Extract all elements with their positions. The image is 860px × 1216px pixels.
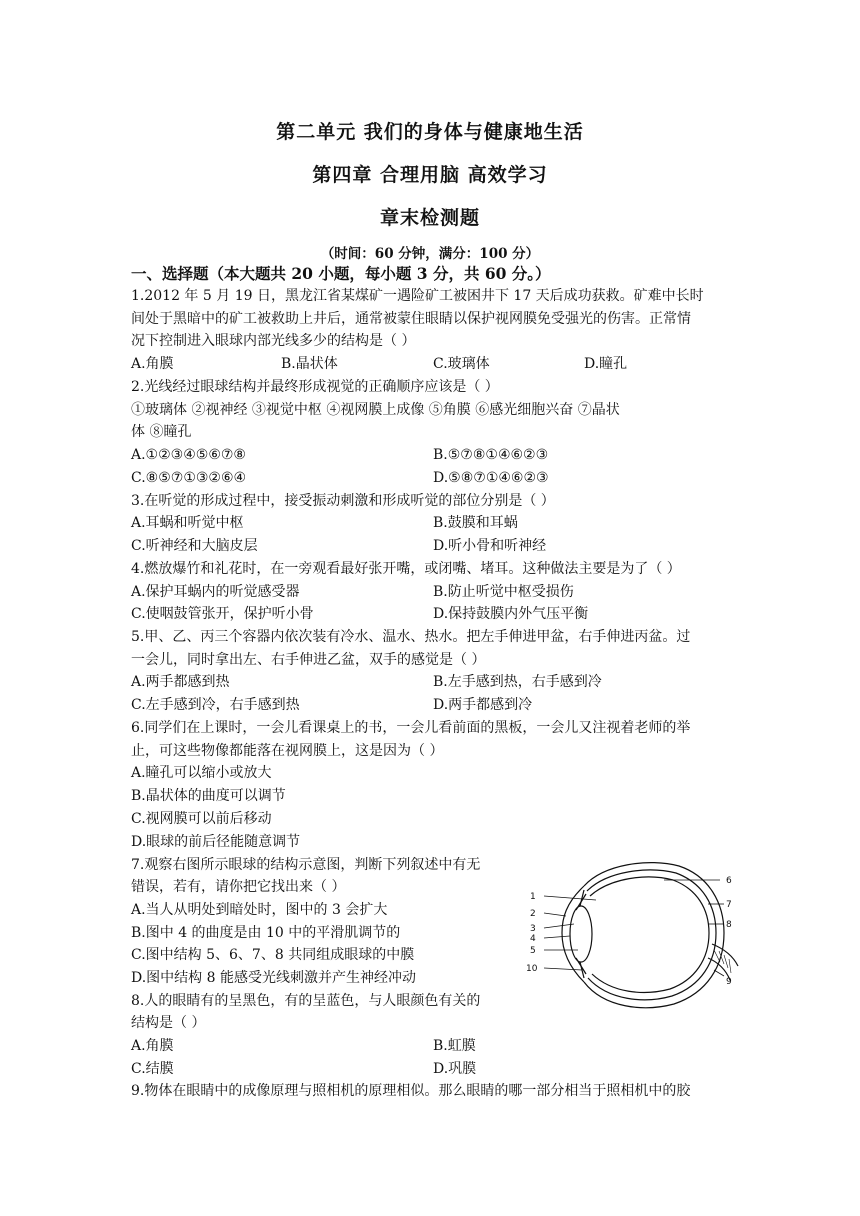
question-9-line-1: 9.物体在眼睛中的成像原理与照相机的原理相似。那么眼睛的哪一部分相当于照相机中的胶 — [131, 1083, 691, 1099]
question-4-option-a: A.保护耳蜗内的听觉感受器 — [131, 584, 300, 600]
question-8-option-c: C.结膜 — [131, 1061, 174, 1077]
question-3-option-c: C.听神经和大脑皮层 — [131, 538, 258, 554]
eyeball-diagram — [524, 858, 746, 1014]
question-8-line-2: 结构是（ ） — [131, 1015, 206, 1031]
question-2-option-b: B.⑤⑦⑧①④⑥②③ — [433, 447, 549, 463]
question-7-option-c: C.图中结构 5、6、7、8 共同组成眼球的中膜 — [131, 947, 415, 963]
question-4-line-1: 4.燃放爆竹和礼花时，在一旁观看最好张开嘴，或闭嘴、堵耳。这种做法主要是为了（ ） — [131, 561, 681, 577]
diagram-labels — [526, 876, 732, 987]
question-1-line-2: 间处于黑暗中的矿工被救助上井后，通常被蒙住眼睛以保护视网膜免受强光的伤害。正常情 — [131, 311, 691, 327]
label-4: 4 — [530, 934, 536, 944]
question-7-option-b: B.图中 4 的曲度是由 10 中的平滑肌调节的 — [131, 925, 401, 941]
question-6-option-c: C.视网膜可以前后移动 — [131, 811, 272, 827]
label-1: 1 — [530, 892, 536, 902]
question-1-option-a: A.角膜 — [131, 356, 174, 372]
question-5-line-1: 5.甲、乙、丙三个容器内依次装有冷水、温水、热水。把左手伸进甲盆，右手伸进丙盆。过 — [131, 629, 691, 645]
question-4-option-d: D.保持鼓膜内外气压平衡 — [433, 606, 589, 622]
question-5-line-2: 一会儿，同时拿出左、右手伸进乙盆，双手的感觉是（ ） — [131, 652, 486, 668]
question-6-option-d: D.眼球的前后径能随意调节 — [131, 834, 301, 850]
question-1-option-d: D.瞳孔 — [584, 356, 628, 372]
question-5-option-d: D.两手都感到冷 — [433, 697, 533, 713]
question-7-option-d: D.图中结构 8 能感受光线刺激并产生神经冲动 — [131, 970, 416, 986]
question-5-option-b: B.左手感到热，右手感到冷 — [433, 674, 602, 690]
question-6-line-2: 止，可这些物像都能落在视网膜上，这是因为（ ） — [131, 743, 444, 759]
question-3-line-1: 3.在听觉的形成过程中，接受振动刺激和形成听觉的部位分别是（ ） — [131, 493, 555, 509]
label-8: 8 — [726, 920, 732, 930]
label-5: 5 — [530, 946, 536, 956]
label-3: 3 — [530, 924, 536, 934]
question-1-option-b: B.晶状体 — [281, 356, 338, 372]
question-2-option-a: A.①②③④⑤⑥⑦⑧ — [131, 447, 246, 463]
question-3-option-a: A.耳蜗和听觉中枢 — [131, 515, 244, 531]
question-8-option-a: A.角膜 — [131, 1038, 174, 1054]
question-6-line-1: 6.同学们在上课时，一会儿看课桌上的书，一会儿看前面的黑板，一会儿又注视着老师的举 — [131, 720, 691, 736]
chapter-title: 第四章 合理用脑 高效学习 — [312, 164, 548, 186]
leader-lines — [544, 880, 724, 976]
question-7-option-a: A.当人从明处到暗处时，图中的 3 会扩大 — [131, 902, 388, 918]
question-2-line-2: ①玻璃体 ②视神经 ③视觉中枢 ④视网膜上成像 ⑤角膜 ⑥感光细胞兴奋 ⑦晶状 — [131, 402, 620, 418]
question-3-option-d: D.听小骨和听神经 — [433, 538, 547, 554]
question-6-option-a: A.瞳孔可以缩小或放大 — [131, 765, 272, 781]
question-2-option-c: C.⑧⑤⑦①③②⑥④ — [131, 470, 247, 486]
question-7-line-1: 7.观察右图所示眼球的结构示意图，判断下列叙述中有无 — [131, 857, 481, 873]
question-5-option-c: C.左手感到冷，右手感到热 — [131, 697, 300, 713]
unit-title: 第二单元 我们的身体与健康地生活 — [276, 121, 584, 143]
question-8-line-1: 8.人的眼睛有的呈黑色，有的呈蓝色，与人眼颜色有关的 — [131, 993, 481, 1009]
question-6-option-b: B.晶状体的曲度可以调节 — [131, 788, 286, 804]
question-8-option-b: B.虹膜 — [433, 1038, 476, 1054]
label-6: 6 — [726, 876, 732, 886]
question-4-option-c: C.使咽鼓管张开，保护听小骨 — [131, 606, 314, 622]
question-4-option-b: B.防止听觉中枢受损伤 — [433, 584, 574, 600]
eyeball-outline — [562, 863, 738, 1008]
time-info: （时间：60 分钟，满分：100 分） — [320, 246, 540, 262]
question-2-option-d: D.⑤⑧⑦①④⑥②③ — [433, 470, 549, 486]
label-2: 2 — [530, 909, 536, 919]
question-1-line-3: 况下控制进入眼球内部光线多少的结构是（ ） — [131, 333, 416, 349]
question-5-option-a: A.两手都感到热 — [131, 674, 230, 690]
question-1-option-c: C.玻璃体 — [433, 356, 490, 372]
label-10: 10 — [526, 964, 538, 974]
question-2-line-1: 2.光线经过眼球结构并最终形成视觉的正确顺序应该是（ ） — [131, 379, 499, 395]
label-9: 9 — [726, 977, 732, 987]
section-heading: 一、选择题（本大题共 20 小题，每小题 3 分，共 60 分。） — [131, 264, 551, 283]
question-8-option-d: D.巩膜 — [433, 1061, 477, 1077]
question-3-option-b: B.鼓膜和耳蜗 — [433, 515, 518, 531]
test-title: 章末检测题 — [379, 207, 480, 229]
question-2-line-3: 体 ⑧瞳孔 — [131, 424, 192, 440]
question-1-line-1: 1.2012 年 5 月 19 日，黑龙江省某煤矿一遇险矿工被困井下 17 天后成功获救。矿难中长时 — [131, 288, 704, 304]
label-7: 7 — [726, 900, 732, 910]
question-7-line-2: 错误，若有，请你把它找出来（ ） — [131, 879, 346, 895]
